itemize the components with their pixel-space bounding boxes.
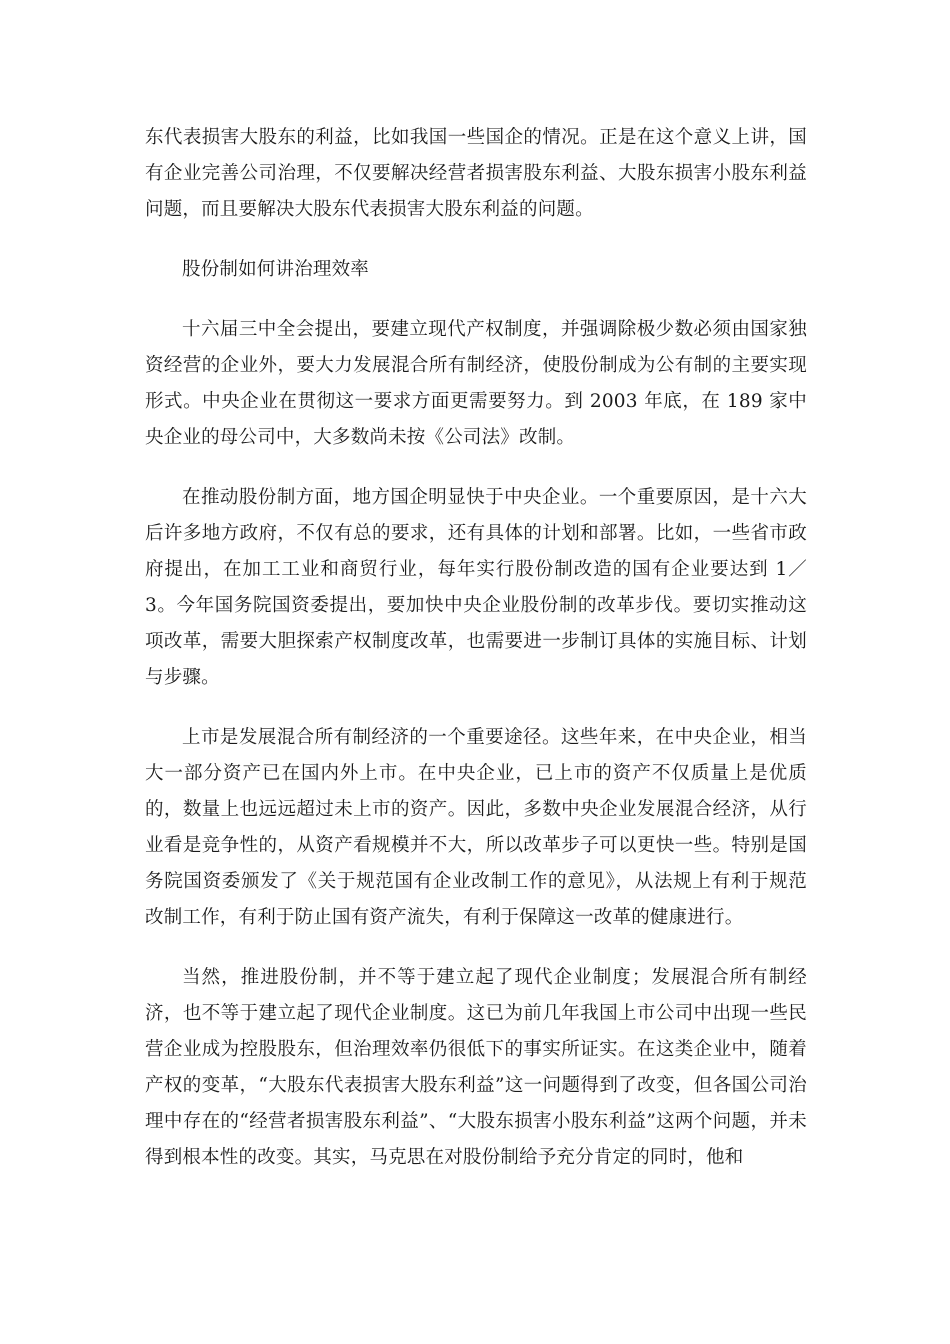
document-body [145, 120, 807, 1200]
paragraph-continuation: 东代表损害大股东的利益，比如我国一些国企的情况。正是在这个意义上讲，国有企业完善公司治理，不仅要解决经营者损害股东利益、大股东损害小股东利益问题，而且要解决大股东代表损害大股东利益的问题。 [145, 127, 807, 220]
section-heading: 股份制如何讲治理效率 [182, 259, 370, 280]
paragraph: 上市是发展混合所有制经济的一个重要途径。这些年来，在中央企业，相当大一部分资产已在国内外上市。在中央企业，已上市的资产不仅质量上是优质的，数量上也远远超过未上市的资产。因此，多数中央企业发展混合经济，从行业看是竞争性的，从资产看规模并不大，所以改革步子可以更快一些。特别是国务院国资委颁发了《关于规范国有企业改制工作的意见》，从法规上有利于规范改制工作，有利于防止国有资产流失，有利于保障这一改革的健康进行。 [145, 727, 807, 928]
paragraph: 当然，推进股份制，并不等于建立起了现代企业制度；发展混合所有制经济，也不等于建立起了现代企业制度。这已为前几年我国上市公司中出现一些民营企业成为控股股东，但治理效率仍很低下的事实所证实。在这类企业中，随着产权的变革，“大股东代表损害大股东利益”这一问题得到了改变，但各国公司治理中存在的“经营者损害股东利益”、“大股东损害小股东利益”这两个问题，并未得到根本性的改变。其实，马克思在对股份制给予充分肯定的同时，他和 [145, 967, 807, 1168]
paragraph: 在推动股份制方面，地方国企明显快于中央企业。一个重要原因，是十六大后许多地方政府，不仅有总的要求，还有具体的计划和部署。比如，一些省市政府提出，在加工工业和商贸行业，每年实行股份制改造的国有企业要达到 1／3。今年国务院国资委提出，要加快中央企业股份制的改革步伐。要切实推动这项改革，需要大胆探索产权制度改革，也需要进一步制订具体的实施目标、计划与步骤。 [145, 487, 807, 688]
paragraph: 十六届三中全会提出，要建立现代产权制度，并强调除极少数必须由国家独资经营的企业外，要大力发展混合所有制经济，使股份制成为公有制的主要实现形式。中央企业在贯彻这一要求方面更需要努力。到 2003 年底，在 189 家中央企业的母公司中，大多数尚未按《公司法》改制。 [145, 319, 807, 448]
